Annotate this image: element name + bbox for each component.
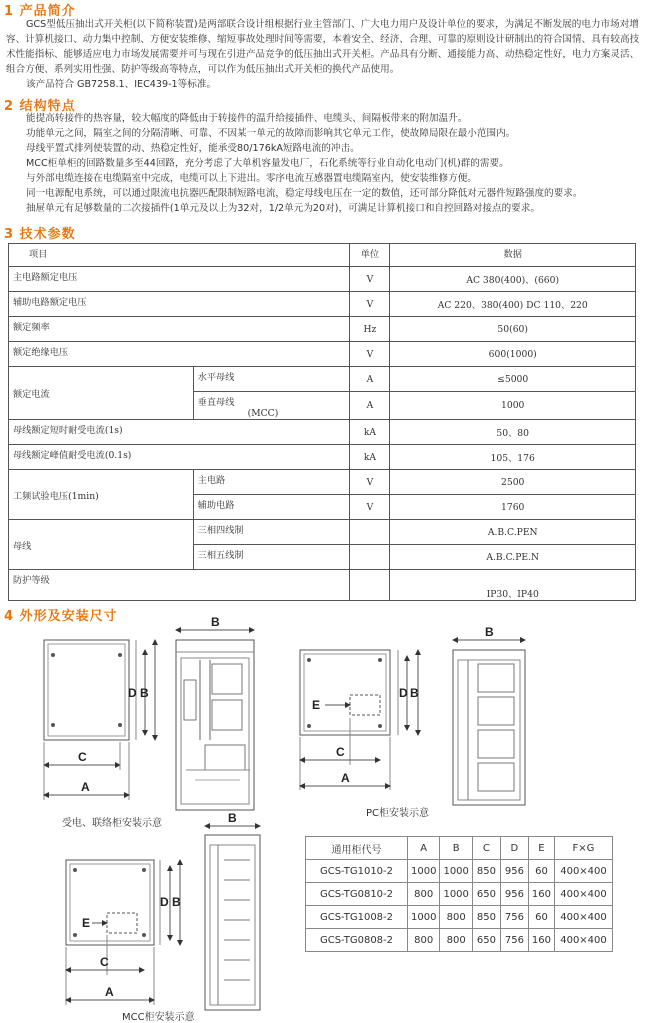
- spec-subitem: 辅助电路: [193, 495, 350, 520]
- spec-subitem: 三相五线制: [193, 545, 350, 570]
- label-b: B: [140, 686, 149, 700]
- spec-unit: V: [350, 292, 390, 317]
- dims-cell: 800: [408, 929, 440, 952]
- dims-cell: 650: [472, 883, 500, 906]
- intro-paragraph: 该产品符合 GB7258.1、IEC439-1等标准。: [26, 79, 217, 90]
- dims-cell: 1000: [440, 883, 472, 906]
- spec-subitem: 三相四线制: [193, 520, 350, 545]
- dims-header-cell: A: [408, 837, 440, 860]
- dims-cell: GCS-TG1010-2: [306, 860, 408, 883]
- dims-header-cell: E: [528, 837, 554, 860]
- pc-opening: [350, 695, 380, 715]
- feature-paragraph: 同一电源配电系统，可以通过限流电抗器匹配限制短路电流，稳定母线电压在一定的数值，还可部分降低对元器件短路强度的要求。: [26, 188, 583, 199]
- dims-cell: 160: [528, 929, 554, 952]
- dims-cell: GCS-TG0808-2: [306, 929, 408, 952]
- section-title-features: 2 结构特点: [4, 99, 76, 114]
- label-e: E: [82, 916, 91, 930]
- spec-unit: V: [350, 267, 390, 292]
- label-a: A: [105, 985, 114, 999]
- section-title-intro: 1 产品简介: [4, 4, 76, 19]
- feature-paragraph: MCC柜单柜的回路数量多至44回路，充分考虑了大单机容量发电厂，石化系统等行业自动化电动门(机)群的需要。: [26, 158, 509, 169]
- spec-subitem-label: 垂直母线: [197, 397, 235, 408]
- intro-paragraph: GCS型低压抽出式开关柜(以下简称装置)是两部联合设计组根据行业主管部门、广大电力用户及设计单位的要求，为满足不断发展的电力市场对增容、计算机接口、动力集中控制、方便安装维修、缩短事故处理时间等需要，本着安全、经济、合理、可靠的原则设计研制出的符合国情、具有较高技术性能指标、能够适应电力市场发展需要并可与现在引进产品竞争的低压抽出式开关柜。产品具有分断、通接能力高、动热稳定性好，电力方案灵活、组合方便、系列实用性强、防护等级高等特点，可以作为低压抽出式开关柜的换代产品使用。: [6, 19, 640, 75]
- label-b: B: [172, 895, 181, 909]
- spec-unit: kA: [350, 420, 390, 445]
- dims-cell: 756: [500, 929, 528, 952]
- spec-value: 1760: [390, 495, 636, 520]
- dims-cell: 400×400: [555, 906, 613, 929]
- spec-item: 防护等级: [9, 570, 350, 601]
- label-d: D: [128, 686, 137, 700]
- spec-item: 额定绝缘电压: [9, 342, 350, 367]
- spec-item: 工频试验电压(1min): [9, 470, 194, 520]
- caption-receive: 受电、联络柜安装示意: [62, 818, 162, 829]
- label-c: C: [336, 745, 345, 759]
- mcc-opening: [107, 913, 137, 933]
- dims-row: [306, 883, 613, 906]
- spec-subitem-note: (MCC): [247, 408, 279, 419]
- dims-cell: 800: [440, 929, 472, 952]
- receive-plan-inner: [48, 644, 125, 736]
- spec-item: 母线额定峰值耐受电流(0.1s): [9, 445, 350, 470]
- spec-item: 主电路额定电压: [9, 267, 350, 292]
- feature-paragraph: 功能单元之间，隔室之间的分隔清晰、可靠、不因某一单元的故障而影响其它单元工作，使故障局限在最小范围内。: [26, 128, 516, 139]
- dims-cell: 800: [440, 906, 472, 929]
- spec-subitem: 主电路: [193, 470, 350, 495]
- dims-cell: 400×400: [555, 929, 613, 952]
- spec-value: 50(60): [390, 317, 636, 342]
- dims-cell: 400×400: [555, 860, 613, 883]
- spec-value: AC 220、380(400) DC 110、220: [390, 292, 636, 317]
- mcc-plan-outline: [66, 860, 154, 945]
- dims-cell: 1000: [440, 860, 472, 883]
- spec-value: A.B.C.PEN: [390, 520, 636, 545]
- spec-value: ≤5000: [390, 367, 636, 392]
- dims-cell: 60: [528, 860, 554, 883]
- label-b: B: [228, 811, 237, 825]
- spec-header-unit: 单位: [350, 244, 390, 267]
- spec-value: 50、80: [390, 420, 636, 445]
- spec-unit: A: [350, 367, 390, 392]
- label-b: B: [485, 625, 494, 639]
- spec-value: IP30、IP40: [390, 570, 636, 601]
- feature-paragraph: 与外部电缆连接在电缆隔室中完成，电缆可以上下进出。零序电流互感器置电缆隔室内，使安装维修方便。: [26, 173, 477, 184]
- pc-plan-outline: [300, 650, 390, 735]
- label-c: C: [100, 955, 109, 969]
- label-b: B: [211, 615, 220, 629]
- label-a: A: [81, 780, 90, 794]
- feature-paragraph: 能提高转接件的热容量，较大幅度的降低由于转接件的温升给接插件、电缆头、间隔板带来的附加温升。: [26, 113, 468, 124]
- dims-cell: 850: [472, 860, 500, 883]
- receive-plan-outline: [44, 640, 129, 740]
- mcc-cabinet-drawing: [66, 826, 260, 1010]
- dims-cell: 650: [472, 929, 500, 952]
- spec-item: 额定电流: [9, 367, 194, 420]
- label-a: A: [341, 771, 350, 785]
- spec-subitem: 水平母线: [193, 367, 350, 392]
- spec-header-data: 数据: [390, 244, 636, 267]
- label-d: D: [399, 686, 408, 700]
- dims-cell: 1000: [408, 906, 440, 929]
- spec-header-item: 项目: [9, 244, 350, 267]
- dims-cell: 1000: [408, 860, 440, 883]
- dims-row: [306, 906, 613, 929]
- spec-item: 额定频率: [9, 317, 350, 342]
- spec-value: A.B.C.PE.N: [390, 545, 636, 570]
- dims-cell: GCS-TG0810-2: [306, 883, 408, 906]
- feature-paragraph: 母线平置式排列使装置的动、热稳定性好，能承受80/176kA短路电流的冲击。: [26, 143, 360, 154]
- dims-cell: 956: [500, 860, 528, 883]
- spec-value: AC 380(400)、(660): [390, 267, 636, 292]
- section-title-dims: 4 外形及安装尺寸: [4, 609, 118, 624]
- label-c: C: [78, 750, 87, 764]
- section-title-specs: 3 技术参数: [4, 227, 76, 242]
- dims-row: [306, 860, 613, 883]
- dims-header-cell: 通用柜代号: [306, 837, 408, 860]
- dims-cell: 60: [528, 906, 554, 929]
- dims-cell: 160: [528, 883, 554, 906]
- spec-unit: A: [350, 392, 390, 420]
- mcc-front-outline: [205, 835, 260, 1010]
- label-b: B: [410, 686, 419, 700]
- dims-table: [305, 836, 613, 952]
- label-e: E: [312, 698, 321, 712]
- caption-pc: PC柜安装示意: [366, 808, 430, 819]
- pc-cabinet-drawing: [300, 640, 525, 805]
- dims-header-cell: D: [500, 837, 528, 860]
- spec-item: 辅助电路额定电压: [9, 292, 350, 317]
- spec-value: 600(1000): [390, 342, 636, 367]
- spec-unit: V: [350, 495, 390, 520]
- dims-cell: 400×400: [555, 883, 613, 906]
- dims-cell: 756: [500, 906, 528, 929]
- dims-cell: 956: [500, 883, 528, 906]
- spec-unit: Hz: [350, 317, 390, 342]
- spec-value: 2500: [390, 470, 636, 495]
- dims-cell: GCS-TG1008-2: [306, 906, 408, 929]
- caption-mcc: MCC柜安装示意: [122, 1012, 195, 1023]
- spec-unit: kA: [350, 445, 390, 470]
- dims-cell: 850: [472, 906, 500, 929]
- spec-value: 1000: [390, 392, 636, 420]
- spec-value: 105、176: [390, 445, 636, 470]
- dims-header-row: [306, 837, 613, 860]
- label-d: D: [160, 895, 169, 909]
- dims-row: [306, 929, 613, 952]
- dims-header-cell: F×G: [555, 837, 613, 860]
- spec-unit: V: [350, 342, 390, 367]
- dims-header-cell: C: [472, 837, 500, 860]
- spec-item: 母线: [9, 520, 194, 570]
- dims-header-cell: B: [440, 837, 472, 860]
- receive-cabinet-drawing: [44, 630, 254, 810]
- spec-item: 母线额定短时耐受电流(1s): [9, 420, 350, 445]
- spec-unit: V: [350, 470, 390, 495]
- dims-cell: 800: [408, 883, 440, 906]
- feature-paragraph: 抽屉单元有足够数量的二次接插件(1单元及以上为32对，1/2单元为20对)，可满足计算机接口和自控回路对接点的要求。: [26, 203, 540, 214]
